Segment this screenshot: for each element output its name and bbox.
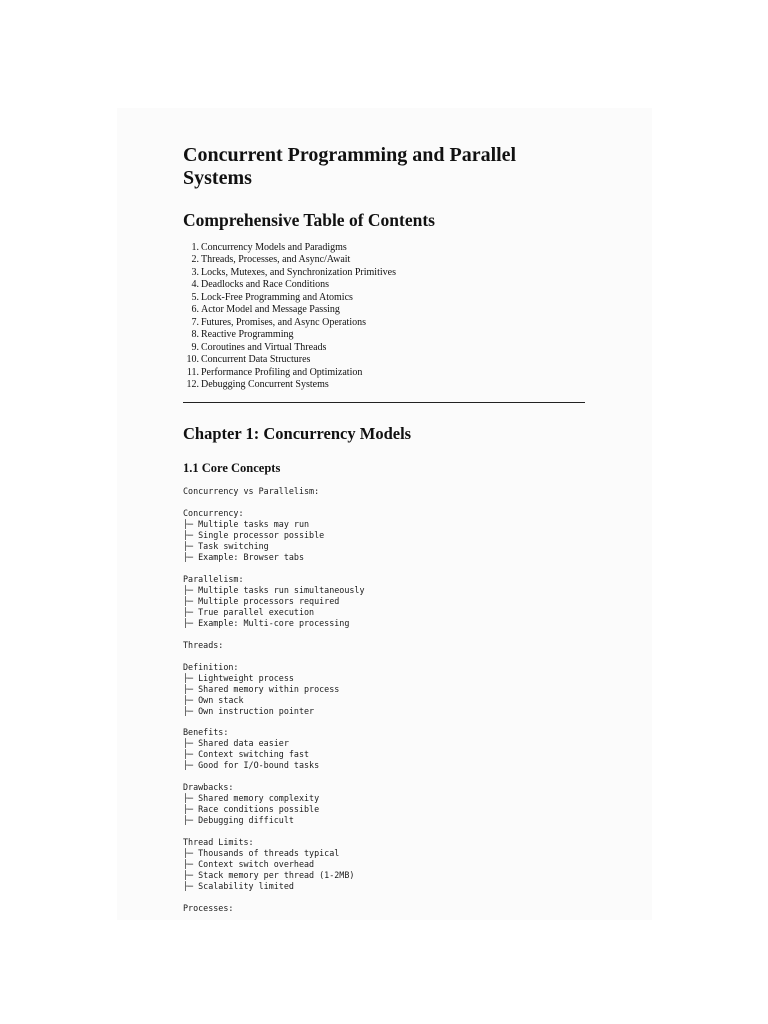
toc-item-label: Coroutines and Virtual Threads (201, 341, 327, 353)
toc-item-label: Actor Model and Message Passing (201, 304, 340, 316)
toc-item-number: 4. (191, 279, 199, 291)
toc-item-number: 9. (191, 341, 199, 353)
toc-item (183, 367, 585, 379)
page-content (183, 144, 585, 914)
toc-item-number: 3. (191, 266, 199, 278)
toc-item (183, 242, 585, 254)
toc-item-number: 1. (191, 242, 199, 253)
code-block: Concurrency vs Parallelism: Concurrency: ├─ Multiple tasks may run ├─ Single processor possible ├─ Task switching ├─ Example: Browser tabs Parallelism: ├─ Multiple tasks run simultaneously ├─ Multiple processors required ├─ True parallel execution ├─ Example: Multi-core processing Threads: Definition: ├─ Lightweight process ├─ Shared memory within process ├─ Own stack ├─ Own instruction pointer Benefits: ├─ Shared data easier ├─ Context switching fast ├─ Good for I/O-bound tasks Drawbacks: ├─ Shared memory complexity ├─ Race conditions possible ├─ Debugging difficult Thread Limits: ├─ Thousands of threads typical ├─ Context switch overhead ├─ Stack memory per thread (1-2MB) ├─ Scalability limited Processes: (183, 486, 365, 913)
toc-item (183, 254, 585, 266)
toc-item-label: Lock-Free Programming and Atomics (201, 291, 353, 303)
chapter-heading: Chapter 1: Concurrency Models (183, 424, 412, 444)
document-page (117, 108, 652, 920)
toc-item-number: 2. (191, 254, 199, 266)
toc-item (183, 304, 585, 316)
toc-item-label: Deadlocks and Race Conditions (201, 279, 330, 291)
toc-item (183, 342, 585, 354)
horizontal-divider (183, 402, 585, 403)
toc-item-number: 12. (186, 378, 199, 390)
toc-item-label: Threads, Processes, and Async/Await (201, 254, 351, 266)
toc-item (183, 292, 585, 304)
toc-heading: Comprehensive Table of Contents (183, 210, 435, 230)
toc-item-number: 11. (186, 366, 199, 378)
toc-item (183, 267, 585, 279)
toc-item-number: 5. (191, 291, 199, 303)
toc-item-label: Futures, Promises, and Async Operations (201, 316, 366, 328)
toc-item-number: 6. (191, 304, 199, 316)
toc-item (183, 317, 585, 329)
toc-item-number: 8. (191, 329, 199, 341)
document-title: Concurrent Programming and Parallel Systems (183, 144, 517, 189)
toc-item-number: 7. (191, 316, 199, 328)
table-of-contents (183, 242, 585, 391)
toc-item (183, 379, 585, 391)
toc-item-label: Performance Profiling and Optimization (201, 366, 363, 378)
toc-item (183, 354, 585, 366)
toc-item-number: 10. (186, 354, 199, 366)
toc-item-label: Reactive Programming (201, 329, 294, 341)
toc-item (183, 279, 585, 291)
toc-item-label: Concurrent Data Structures (201, 354, 311, 366)
section-heading: 1.1 Core Concepts (183, 461, 281, 476)
toc-item (183, 329, 585, 341)
toc-item-label: Locks, Mutexes, and Synchronization Primitives (201, 266, 396, 278)
toc-item-label: Concurrency Models and Paradigms (201, 242, 347, 253)
toc-item-label: Debugging Concurrent Systems (201, 378, 329, 390)
